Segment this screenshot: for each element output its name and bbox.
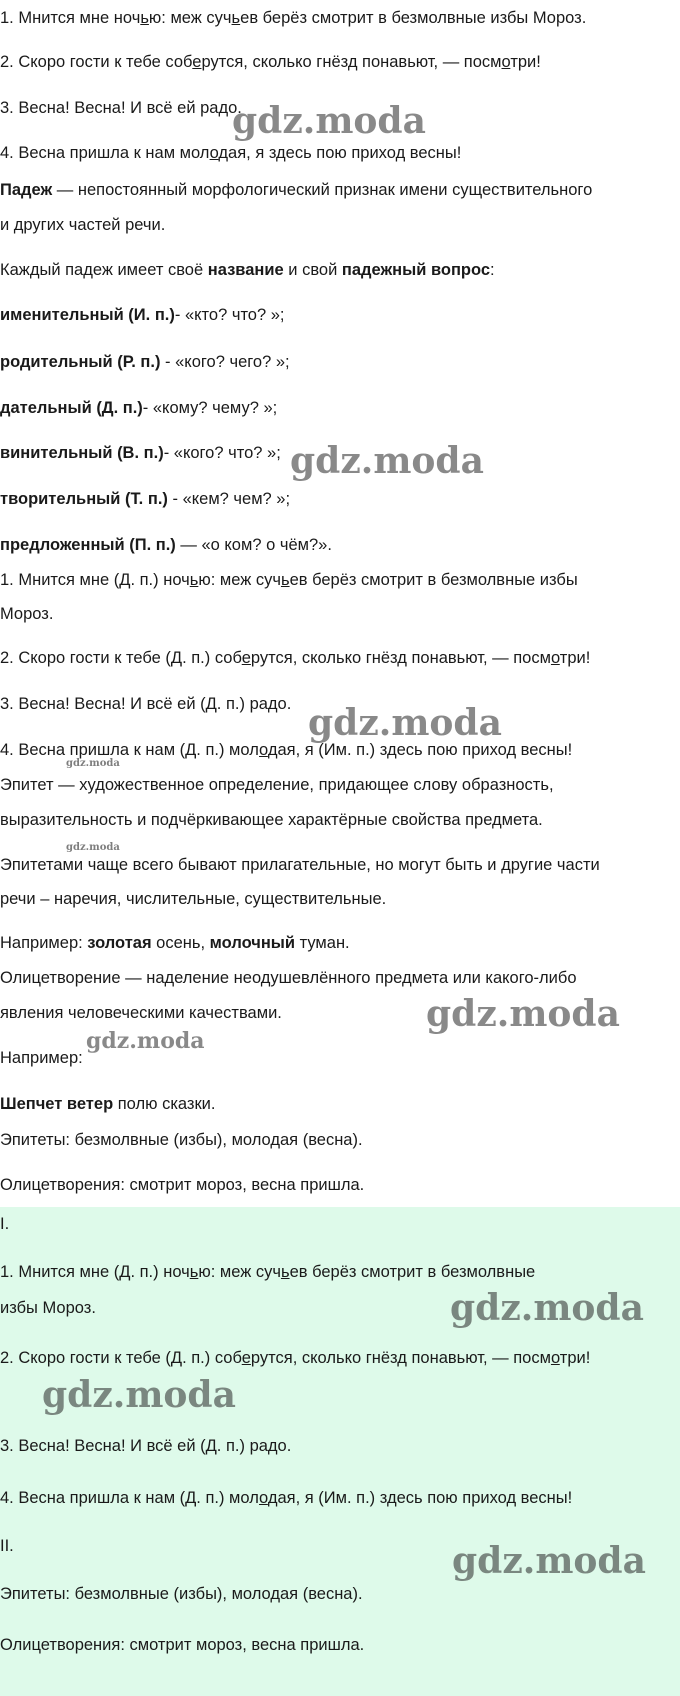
text: и свой — [283, 261, 342, 279]
sentence-2 — [0, 52, 541, 72]
bold-term: падежный вопрос — [341, 261, 491, 279]
case-item — [0, 535, 332, 555]
case-question: - «кто? что? »; — [174, 306, 285, 324]
personification-definition-cont: явления человеческими качествами. — [0, 1004, 282, 1022]
case-name: предложенный (П. п.) — [0, 536, 176, 554]
case-item — [0, 443, 281, 463]
underlined-letter: ь — [280, 1263, 290, 1281]
sentence-4-annotated — [0, 740, 572, 760]
bold-word: молочный — [209, 934, 296, 952]
case-item — [0, 489, 290, 509]
text: дая, я (Им. п.) здесь пою приход весны! — [267, 741, 573, 759]
case-item — [0, 398, 277, 418]
text: — непостоянный морфологический признак имени существительного — [52, 181, 593, 199]
watermark: gdz.moda — [426, 993, 620, 1035]
underlined-letter: о — [550, 649, 560, 667]
answer-sentence-1-cont: избы Мороз. — [0, 1299, 96, 1317]
text: : — [490, 261, 495, 279]
text: 2. Скоро гости к тебе соб — [0, 53, 193, 71]
answer-sentence-2 — [0, 1348, 590, 1368]
text: три! — [559, 1349, 591, 1367]
sentence-3: 3. Весна! Весна! И всё ей радо. — [0, 99, 242, 117]
watermark: gdz.moda — [308, 702, 502, 744]
case-name: именительный (И. п.) — [0, 306, 175, 324]
underlined-letter: е — [241, 1349, 251, 1367]
section-numeral-2: II. — [0, 1537, 14, 1555]
epithet-example — [0, 933, 350, 953]
text: 4. Весна пришла к нам мол — [0, 144, 210, 162]
text: Например: — [0, 934, 88, 952]
case-question: - «кого? чего? »; — [160, 353, 290, 371]
case-definition — [0, 180, 592, 200]
text: 2. Скоро гости к тебе (Д. п.) соб — [0, 649, 242, 667]
case-question: - «кого? что? »; — [163, 444, 281, 462]
watermark: gdz.moda — [450, 1287, 644, 1329]
case-question: — «о ком? о чём?». — [175, 536, 332, 554]
text: 1. Мнится мне (Д. п.) ноч — [0, 1263, 190, 1281]
watermark: gdz.moda — [42, 1374, 236, 1416]
underlined-letter: е — [241, 649, 251, 667]
personification-example — [0, 1094, 215, 1114]
text: ев берёз смотрит в безмолвные избы Мороз. — [240, 9, 587, 27]
text: ю: меж суч — [148, 9, 232, 27]
epithet-more-cont: речи – наречия, числительные, существительные. — [0, 890, 387, 908]
case-definition-cont: и других частей речи. — [0, 216, 166, 234]
text: туман. — [295, 934, 350, 952]
answer-personifications-2: Олицетворения: смотрит мороз, весна пришла. — [0, 1636, 365, 1654]
personification-definition: Олицетворение — наделение неодушевлённого предмета или какого-либо — [0, 969, 577, 987]
text: дая, я здесь пою приход весны! — [218, 144, 462, 162]
answer-epithets: Эпитеты: безмолвные (избы), молодая (весна). — [0, 1131, 363, 1149]
underlined-letter: о — [259, 741, 268, 759]
watermark: gdz.moda — [452, 1540, 646, 1582]
case-intro — [0, 260, 495, 280]
epithet-more: Эпитетами чаще всего бывают прилагательные, но могут быть и другие части — [0, 856, 600, 874]
text: рутся, сколько гнёзд понавьют, — посм — [250, 649, 551, 667]
answer-personifications: Олицетворения: смотрит мороз, весна пришла. — [0, 1176, 365, 1194]
underlined-letter: ь — [231, 9, 241, 27]
case-question: - «кем? чем? »; — [167, 490, 291, 508]
text: дая, я (Им. п.) здесь пою приход весны! — [267, 1489, 573, 1507]
text: три! — [510, 53, 541, 71]
answer-sentence-4 — [0, 1488, 572, 1508]
sentence-1-annotated — [0, 570, 578, 590]
sentence-3-annotated: 3. Весна! Весна! И всё ей (Д. п.) радо. — [0, 695, 292, 713]
watermark: gdz.moda — [232, 100, 426, 142]
watermark: gdz.moda — [290, 440, 484, 482]
sentence-1 — [0, 8, 586, 28]
underlined-letter: ь — [189, 571, 199, 589]
text: 4. Весна пришла к нам (Д. п.) мол — [0, 741, 260, 759]
text: ю: меж суч — [198, 571, 281, 589]
text: рутся, сколько гнёзд понавьют, — посм — [201, 53, 502, 71]
text: рутся, сколько гнёзд понавьют, — посм — [250, 1349, 551, 1367]
answer-sentence-1 — [0, 1262, 535, 1282]
underlined-letter: о — [259, 1489, 268, 1507]
underlined-letter: е — [192, 53, 202, 71]
case-name: творительный (Т. п.) — [0, 490, 168, 508]
epithet-definition: Эпитет — художественное определение, придающее слову образность, — [0, 776, 554, 794]
text: полю сказки. — [113, 1095, 216, 1113]
text: осень, — [151, 934, 210, 952]
case-name: дательный (Д. п.) — [0, 399, 143, 417]
text: Каждый падеж имеет своё — [0, 261, 208, 279]
underlined-letter: ь — [189, 1263, 199, 1281]
underlined-letter: ь — [140, 9, 149, 27]
case-question: - «кому? чему? »; — [142, 399, 278, 417]
watermark: gdz.moda — [66, 758, 120, 769]
watermark: gdz.moda — [86, 1028, 205, 1054]
bold-term: название — [207, 261, 284, 279]
answer-epithets-2: Эпитеты: безмолвные (избы), молодая (весна). — [0, 1585, 363, 1603]
case-name: родительный (Р. п.) — [0, 353, 161, 371]
underlined-letter: о — [550, 1349, 560, 1367]
text: 1. Мнится мне (Д. п.) ноч — [0, 571, 190, 589]
section-numeral-1: I. — [0, 1215, 10, 1233]
underlined-letter: ь — [280, 571, 290, 589]
text: ю: меж суч — [198, 1263, 281, 1281]
text: 1. Мнится мне ноч — [0, 9, 141, 27]
sentence-2-annotated — [0, 648, 590, 668]
case-item — [0, 352, 290, 372]
term: Падеж — [0, 181, 53, 199]
case-item — [0, 305, 285, 325]
text: три! — [559, 649, 591, 667]
epithet-definition-cont: выразительность и подчёркивающее характёрные свойства предмета. — [0, 811, 543, 829]
sentence-1-annotated-cont: Мороз. — [0, 605, 54, 623]
answer-sentence-3: 3. Весна! Весна! И всё ей (Д. п.) радо. — [0, 1437, 292, 1455]
case-name: винительный (В. п.) — [0, 444, 164, 462]
sentence-4 — [0, 143, 461, 163]
text: 2. Скоро гости к тебе (Д. п.) соб — [0, 1349, 242, 1367]
bold-word: золотая — [87, 934, 152, 952]
bold-phrase: Шепчет ветер — [0, 1095, 114, 1113]
watermark: gdz.moda — [66, 842, 120, 853]
text: ев берёз смотрит в безмолвные избы — [289, 571, 578, 589]
underlined-letter: о — [209, 144, 219, 162]
underlined-letter: о — [501, 53, 511, 71]
text: 4. Весна пришла к нам (Д. п.) мол — [0, 1489, 260, 1507]
text: ев берёз смотрит в безмолвные — [289, 1263, 536, 1281]
personification-example-label: Например: — [0, 1049, 83, 1067]
